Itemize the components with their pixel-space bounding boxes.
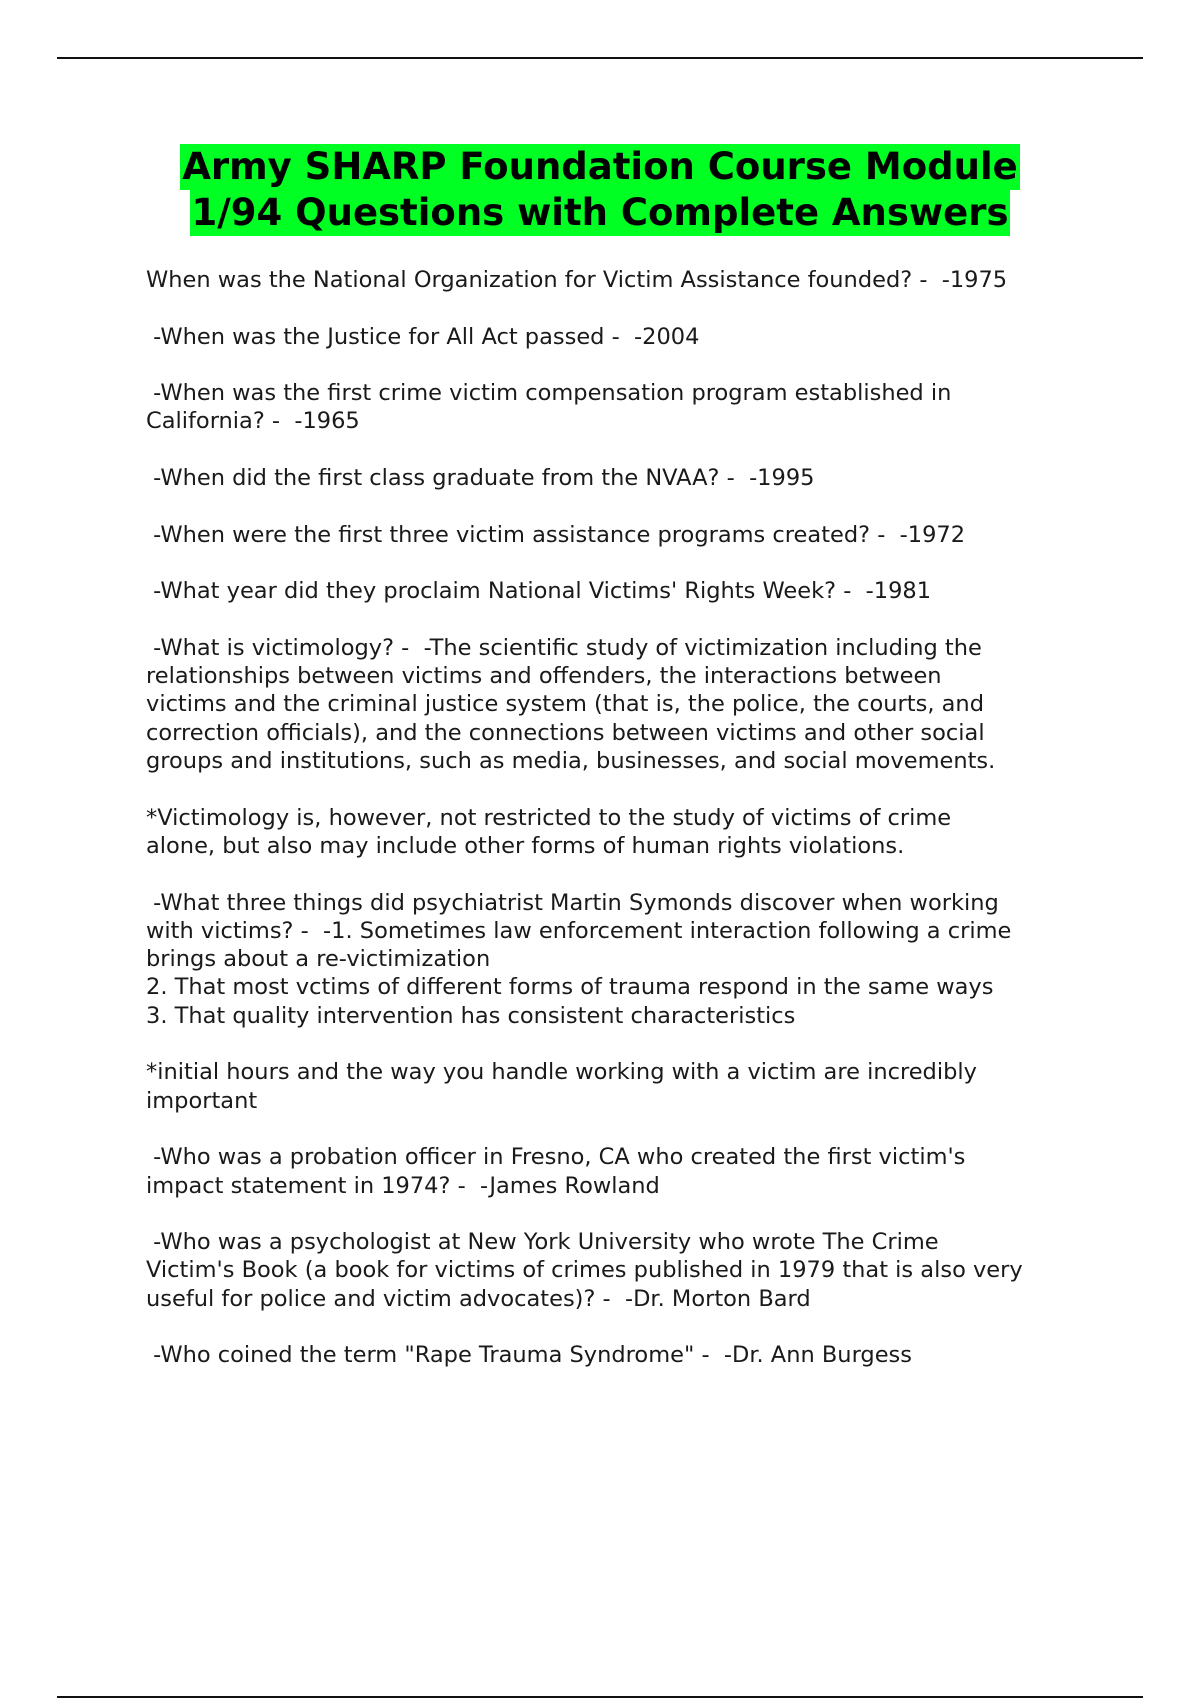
paragraph-line: 2. That most vctims of different forms of trauma respond in the same ways — [146, 974, 994, 1001]
paragraph-line: -When did the first class graduate from the NVAA? - -1995 — [146, 465, 815, 492]
paragraph-line: victims and the criminal justice system (that is, the police, the courts, and — [146, 691, 984, 718]
paragraph-line: -Who coined the term "Rape Trauma Syndrome" - -Dr. Ann Burgess — [146, 1342, 912, 1369]
paragraph-line: California? - -1965 — [146, 408, 360, 435]
qa-paragraph — [146, 1341, 1096, 1369]
qa-paragraph — [146, 1228, 1096, 1313]
qa-paragraph — [146, 379, 1096, 436]
paragraph-line: -Who was a psychologist at New York University who wrote The Crime — [146, 1229, 939, 1256]
paragraph-line: -Who was a probation officer in Fresno, CA who created the first victim's — [146, 1144, 966, 1171]
title-line-1: Army SHARP Foundation Course Module — [182, 145, 1018, 188]
qa-paragraph — [146, 1143, 1096, 1200]
title-line-2: 1/94 Questions with Complete Answers — [191, 191, 1009, 234]
paragraph-line: brings about a re-victimization — [146, 946, 491, 973]
paragraph-line: *Victimology is, however, not restricted to the study of victims of crime — [146, 804, 952, 831]
paragraph-line: -When was the first crime victim compensation program established in — [146, 380, 952, 407]
paragraph-line: -What three things did psychiatrist Martin Symonds discover when working — [146, 889, 999, 916]
paragraph-line: *initial hours and the way you handle working with a victim are incredibly — [146, 1059, 977, 1086]
qa-paragraph — [146, 266, 1096, 294]
document-title — [60, 144, 1140, 236]
paragraph-line: relationships between victims and offenders, the interactions between — [146, 663, 942, 690]
qa-paragraph — [146, 577, 1096, 605]
qa-paragraph — [146, 804, 1096, 861]
paragraph-line: -What year did they proclaim National Victims' Rights Week? - -1981 — [146, 578, 932, 605]
paragraph-line: useful for police and victim advocates)? - -Dr. Morton Bard — [146, 1285, 811, 1312]
paragraph-line: alone, but also may include other forms of human rights violations. — [146, 832, 905, 859]
header-rule — [57, 57, 1143, 59]
qa-paragraph — [146, 521, 1096, 549]
paragraph-line: correction officials), and the connections between victims and other social — [146, 719, 985, 746]
qa-paragraph — [146, 464, 1096, 492]
paragraph-line: 3. That quality intervention has consistent characteristics — [146, 1002, 796, 1029]
paragraph-line: When was the National Organization for Victim Assistance founded? - -1975 — [146, 267, 1008, 293]
qa-paragraph — [146, 634, 1096, 775]
footer-rule — [57, 1696, 1143, 1698]
paragraph-line: with victims? - -1. Sometimes law enforcement interaction following a crime — [146, 917, 1012, 944]
qa-paragraph — [146, 1058, 1096, 1115]
paragraph-line: Victim's Book (a book for victims of crimes published in 1979 that is also very — [146, 1257, 1023, 1284]
paragraph-line: groups and institutions, such as media, businesses, and social movements. — [146, 748, 996, 775]
paragraph-line: important — [146, 1087, 258, 1114]
paragraph-line: -What is victimology? - -The scientific study of victimization including the — [146, 634, 982, 661]
qa-paragraph — [146, 889, 1096, 1030]
paragraph-line: -When was the Justice for All Act passed - -2004 — [146, 323, 700, 350]
paragraph-line: impact statement in 1974? - -James Rowland — [146, 1172, 660, 1199]
qa-paragraph — [146, 323, 1096, 351]
paragraph-line: -When were the first three victim assistance programs created? - -1972 — [146, 521, 966, 548]
document-body — [146, 266, 1096, 1398]
